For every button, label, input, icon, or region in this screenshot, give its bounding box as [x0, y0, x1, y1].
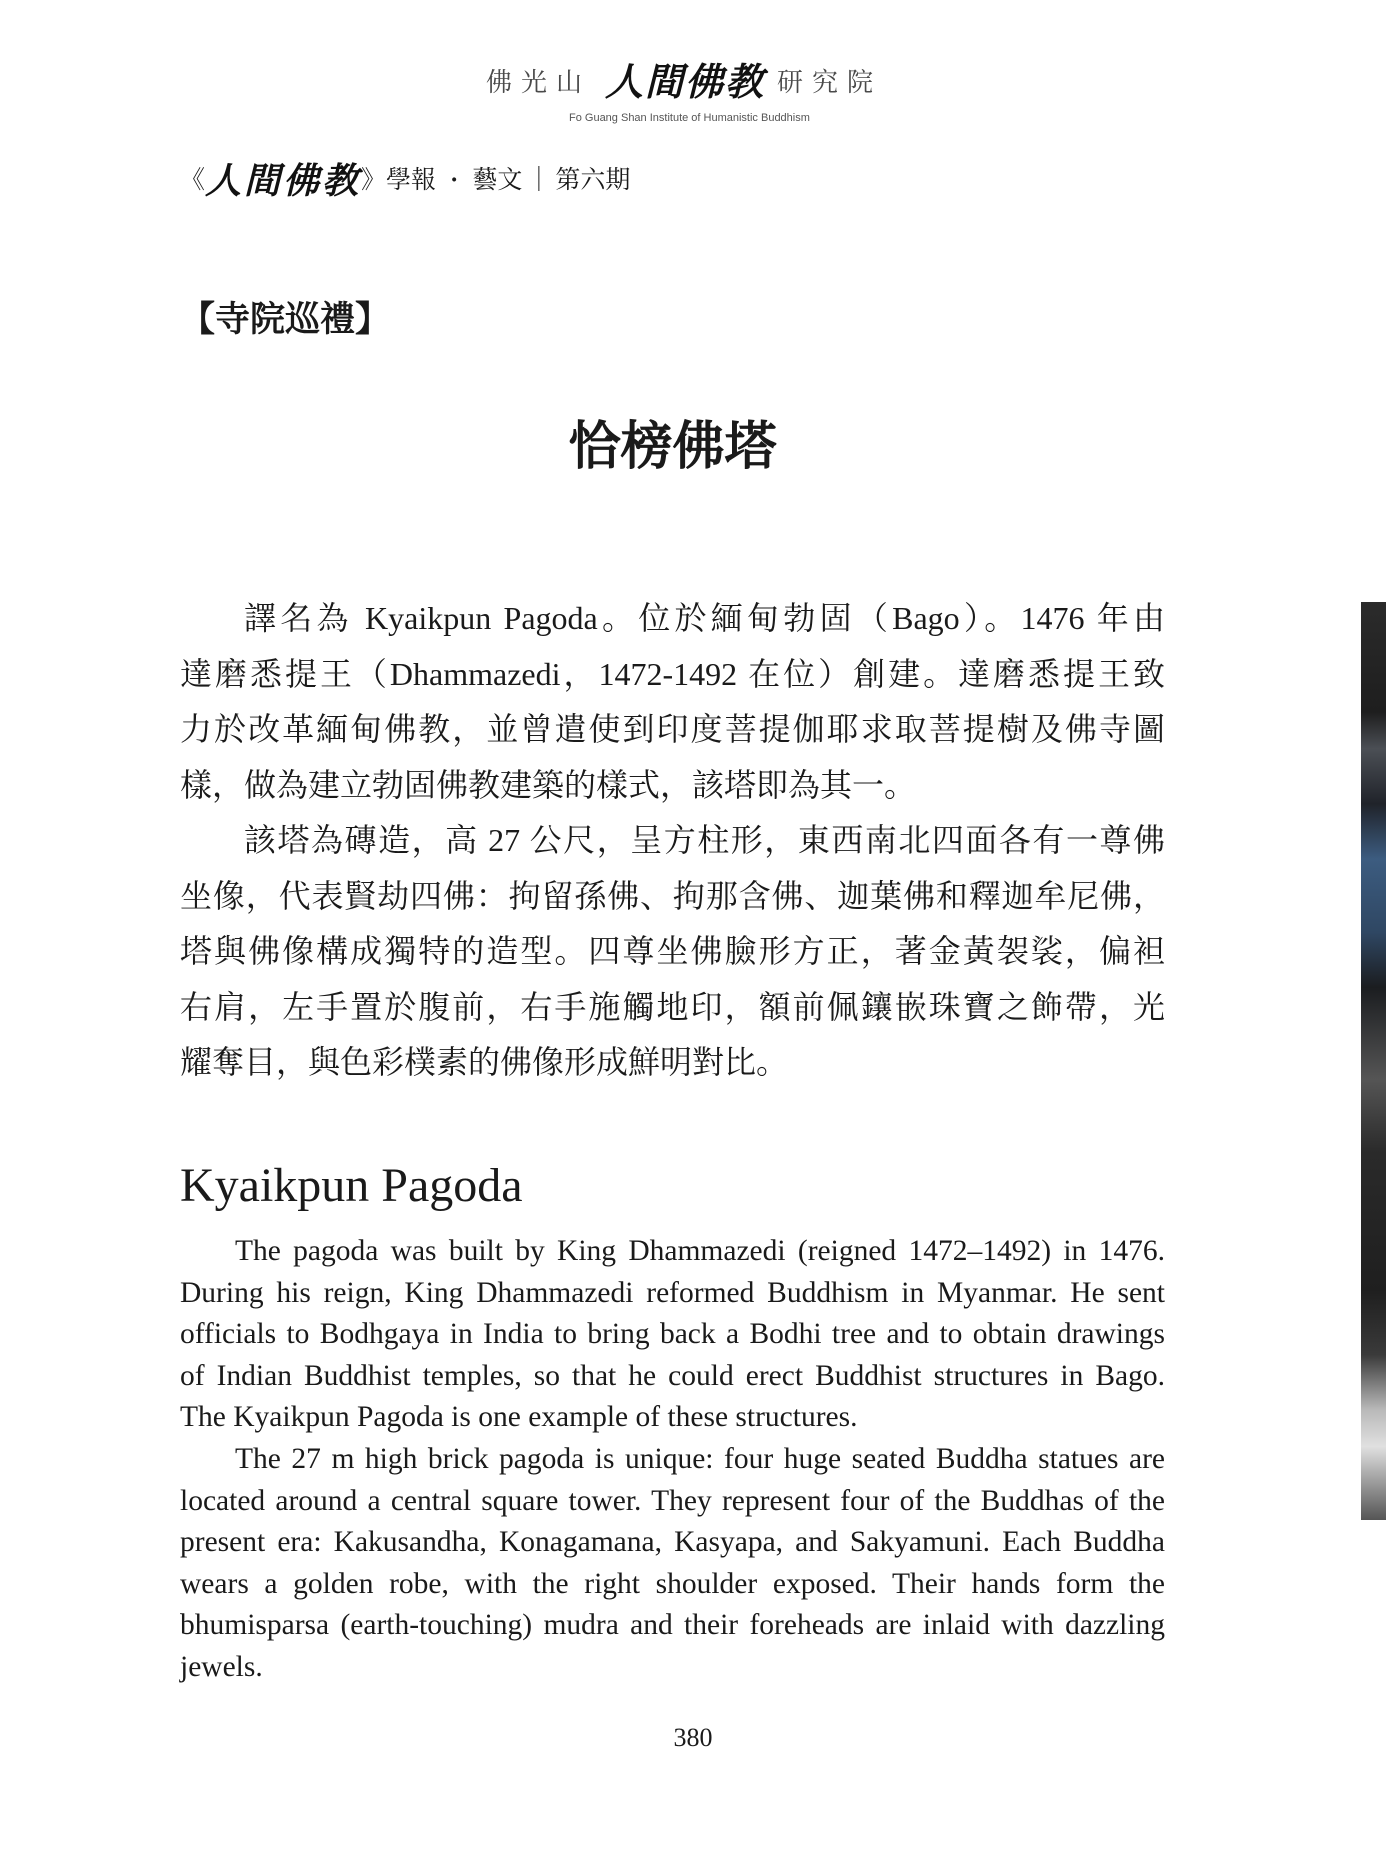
- chinese-body: [180, 591, 1165, 1091]
- chinese-paragraph-line: 右肩，左手置於腹前，右手施觸地印，額前佩鑲嵌珠寶之飾帶，光: [180, 988, 1165, 1025]
- journal-name-calligraphy: 人間佛教: [205, 161, 362, 201]
- chinese-paragraph-line: 耀奪目，與色彩樸素的佛像形成鮮明對比。: [180, 1044, 789, 1080]
- english-paragraph-line: jewels.: [180, 1650, 263, 1683]
- institute-header: [486, 60, 882, 106]
- english-paragraph-line: officials to Bodhgaya in India to bring back a Bodhi tree and to obtain drawings: [180, 1318, 1165, 1351]
- english-paragraph-line: wears a golden robe, with the right shoulder exposed. Their hands form the: [180, 1567, 1165, 1600]
- chinese-paragraph-line: 坐像，代表賢劫四佛：拘留孫佛、拘那含佛、迦葉佛和釋迦牟尼佛，: [180, 877, 1165, 914]
- section-tag: 【寺院巡禮】: [180, 300, 391, 339]
- chinese-paragraph: [180, 813, 1165, 1091]
- running-head-divider: ｜: [526, 167, 552, 194]
- chinese-paragraph-line: 樣，做為建立勃固佛教建築的樣式，該塔即為其一。: [180, 766, 917, 803]
- english-paragraph-line: present era: Kakusandha, Konagamana, Kasyapa, and Sakyamuni. Each Buddha: [180, 1526, 1165, 1559]
- chinese-paragraph-line: 塔與佛像構成獨特的造型。四尊坐佛臉形方正，著金黃袈裟，偏袒: [180, 933, 1165, 969]
- chinese-paragraph: [180, 591, 1165, 813]
- chinese-paragraph-line: 該塔為磚造，高 27 公尺，呈方柱形，東西南北四面各有一尊佛: [244, 822, 1165, 858]
- institute-name-suffix: 研究院: [777, 68, 883, 97]
- chinese-paragraph-line: 力於改革緬甸佛教，並曾遣使到印度菩提伽耶求取菩提樹及佛寺圖: [180, 711, 1165, 747]
- photo-edge-strip: [1361, 602, 1386, 1520]
- english-paragraph-line: The 27 m high brick pagoda is unique: four huge seated Buddha statues are: [235, 1442, 1165, 1475]
- page-number: 380: [673, 1723, 713, 1752]
- english-body: [180, 1231, 1165, 1689]
- running-head-separator: ·: [450, 167, 459, 194]
- institute-name-prefix: 佛光山: [486, 68, 592, 97]
- english-paragraph-line: located around a central square tower. They represent four of the Buddhas of the: [180, 1484, 1165, 1517]
- section-name: 藝文: [472, 167, 523, 194]
- article-title: 恰榜佛塔: [568, 419, 777, 476]
- institute-english-name: Fo Guang Shan Institute of Humanistic Buddhism: [569, 112, 810, 124]
- english-heading: Kyaikpun Pagoda: [180, 1159, 523, 1212]
- english-paragraph-line: The Kyaikpun Pagoda is one example of these structures.: [180, 1401, 858, 1434]
- english-paragraph: [180, 1231, 1165, 1439]
- english-paragraph-line: bhumisparsa (earth-touching) mudra and their foreheads are inlaid with dazzling: [180, 1609, 1165, 1642]
- running-head: [180, 162, 630, 200]
- journal-suffix: 》學報: [361, 167, 437, 194]
- chinese-paragraph-line: 達磨悉提王（Dhammazedi，1472-1492 在位）創建。達磨悉提王致: [180, 655, 1165, 692]
- issue-number: 第六期: [555, 167, 631, 194]
- english-paragraph: [180, 1439, 1165, 1689]
- english-paragraph-line: The pagoda was built by King Dhammazedi (reigned 1472–1492) in 1476.: [235, 1235, 1165, 1267]
- english-paragraph-line: of Indian Buddhist temples, so that he could erect Buddhist structures in Bago.: [180, 1359, 1165, 1392]
- english-paragraph-line: During his reign, King Dhammazedi reformed Buddhism in Myanmar. He sent: [180, 1276, 1165, 1309]
- chinese-paragraph-line: 譯名為 Kyaikpun Pagoda。位於緬甸勃固（Bago）。1476 年由: [244, 600, 1165, 636]
- running-head-open-bracket: 《: [180, 167, 206, 194]
- institute-logo-calligraphy: 人間佛教: [605, 62, 766, 104]
